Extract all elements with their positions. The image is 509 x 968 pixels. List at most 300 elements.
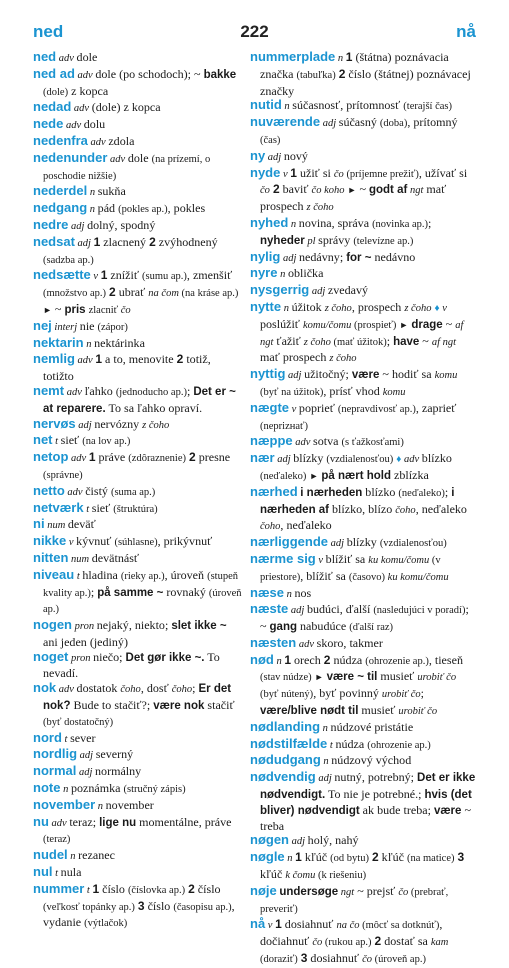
definition-text: nos — [294, 585, 312, 600]
grammar-label: adj — [280, 252, 300, 264]
usage-note: (na kráse ap.) — [181, 288, 239, 300]
definition-text: sukňa — [97, 184, 126, 199]
headword: noget — [33, 648, 69, 664]
phrase-marker-icon: ► — [314, 672, 324, 683]
definition-text: nejaký, niekto; — [96, 618, 172, 633]
dictionary-entry — [250, 753, 476, 770]
italic-note: kam — [430, 937, 449, 949]
grammar-label: adj — [68, 220, 88, 232]
dictionary-entry — [250, 770, 476, 833]
headword: nutid — [250, 97, 282, 113]
dictionary-entry — [250, 884, 476, 918]
grammar-label: adv — [56, 684, 77, 696]
grammar-label: t — [84, 884, 93, 896]
sense-number: 2 — [149, 234, 156, 249]
usage-note: (čas) — [260, 134, 281, 146]
headword: nærhed — [250, 483, 298, 499]
headword: nu — [33, 813, 49, 829]
dictionary-entry — [33, 100, 243, 117]
grammar-label: v — [265, 920, 276, 932]
definition-text: zvýhodnený — [155, 234, 218, 249]
usage-note: (úroveň ap.) — [372, 954, 426, 966]
dictionary-entry — [33, 417, 243, 434]
dictionary-entry — [33, 352, 243, 384]
phrase: Det er ikke nødvendigt. — [260, 772, 476, 802]
definition-text: stačiť — [204, 698, 235, 713]
dictionary-entry — [33, 336, 243, 353]
dictionary-entry — [33, 764, 243, 781]
dictionary-entry — [250, 552, 476, 586]
usage-note: (terajší čas) — [403, 101, 452, 113]
definition-text: zlacnený — [100, 234, 150, 249]
right-guide-word: nå — [456, 22, 476, 41]
headword: nuværende — [250, 114, 321, 130]
dictionary-entry — [33, 882, 243, 932]
usage-note: (množstvo ap.) — [43, 288, 106, 300]
phrase: være — [433, 804, 462, 817]
headword: nul — [33, 864, 53, 880]
definition-text: , prítomný — [407, 115, 458, 130]
dictionary-entry — [250, 833, 476, 850]
grammar-label: adj — [328, 538, 347, 550]
usage-note: zlacniť — [88, 304, 121, 316]
italic-note: čoho — [395, 504, 416, 516]
grammar-label: v — [315, 554, 326, 566]
headword: nord — [33, 729, 62, 745]
definition-text: november — [105, 797, 154, 812]
dictionary-entry — [33, 865, 243, 882]
definition-text: poznámka — [70, 781, 124, 796]
definition-text: (štátna) poznávacia značka — [260, 50, 449, 81]
dictionary-entry — [33, 50, 243, 67]
definition-text: , dočiahnuť — [260, 917, 443, 949]
definition-text: a to, menovite — [102, 352, 177, 367]
headword: net — [33, 432, 53, 448]
usage-note: (dole) — [43, 86, 69, 98]
grammar-label: v — [280, 168, 291, 180]
sense-number: 2 — [109, 285, 116, 300]
dictionary-entry — [250, 451, 476, 485]
definition-text: nedávny; — [299, 249, 347, 264]
definition-text: ; — [186, 383, 194, 398]
usage-note: (stupeň kvality ap.) — [43, 570, 238, 599]
dictionary-entry — [250, 917, 476, 967]
page-header — [0, 0, 509, 44]
definition-text: sotva — [313, 434, 342, 449]
italic-note: z čoho — [306, 202, 334, 214]
italic-note: čo — [260, 185, 270, 197]
dictionary-entry — [33, 433, 243, 450]
phrase: være/blive nødt til — [260, 705, 359, 718]
sense-number: 1 — [92, 881, 100, 896]
headword: nå — [250, 916, 266, 932]
definition-text: , prospech — [351, 299, 405, 314]
headword: nær — [250, 450, 275, 466]
grammar-label: n — [320, 722, 331, 734]
headword: nej — [33, 317, 52, 333]
italic-note: k čomu — [285, 870, 316, 882]
sense-number: 2 — [371, 850, 379, 865]
headword: nyre — [250, 265, 278, 281]
dictionary-entry — [33, 534, 243, 551]
grammar-label: interj — [51, 321, 80, 333]
definition-text: rezanec — [78, 848, 115, 863]
definition-text: totiž, totižto — [43, 352, 211, 384]
grammar-label: n — [83, 338, 95, 350]
headword: note — [33, 780, 61, 796]
grammar-label: v — [66, 537, 77, 549]
dictionary-entry — [33, 815, 243, 849]
definition-text: , tieseň — [428, 652, 463, 667]
grammar-label: adv — [48, 817, 70, 829]
headword: nødudgang — [250, 752, 321, 768]
grammar-label: adv — [87, 136, 109, 148]
grammar-label: n — [320, 756, 332, 768]
italic-note: z čoho — [142, 419, 170, 431]
headword: nervøs — [33, 415, 76, 431]
definition-text: , vydanie — [43, 898, 235, 930]
definition-text: To nie je potrebné.; — [325, 787, 425, 802]
usage-note: (úroveň ap.) — [43, 587, 242, 616]
grammar-label: adj — [274, 454, 294, 466]
italic-note: ku komu/čomu — [385, 571, 449, 583]
definition-text: užitočný; — [304, 367, 352, 382]
dictionary-entry — [33, 134, 243, 151]
definition-text: kľúč — [378, 850, 407, 865]
page-number: 222 — [240, 22, 269, 41]
definition-text: kľúč — [301, 850, 331, 865]
headword: næse — [250, 584, 284, 600]
italic-note: pl — [304, 235, 319, 247]
italic-note: komu — [382, 386, 406, 398]
italic-note: urobiť čo — [417, 672, 457, 684]
dictionary-entry — [33, 650, 243, 682]
italic-note: z čoho — [303, 336, 331, 348]
dictionary-entry — [250, 216, 476, 250]
definition-text: pád — [97, 201, 119, 216]
dictionary-entry — [33, 235, 243, 269]
headword: nedre — [33, 216, 69, 232]
headword: nederdel — [33, 183, 88, 199]
headword: nummerplade — [250, 49, 336, 64]
grammar-label: n — [283, 588, 295, 600]
definition-text: teraz; — [69, 814, 100, 829]
dictionary-entry — [33, 618, 243, 650]
dictionary-entry — [33, 117, 243, 134]
dictionary-entry — [250, 115, 476, 149]
dictionary-entry — [250, 50, 476, 98]
sense-number: 1 — [88, 450, 96, 465]
definition-text: (dole) z kopca — [91, 100, 161, 115]
sense-number: 1 — [93, 234, 101, 249]
sense-number: 1 — [295, 850, 302, 865]
phrase: for ~ — [346, 251, 372, 264]
definition-text: zdola — [108, 133, 135, 148]
definition-text: ťažiť — [273, 333, 304, 348]
usage-note: (nepravdivosť ap.) — [337, 403, 416, 415]
definition-text: niečo; — [93, 649, 126, 664]
dictionary-entry — [33, 67, 243, 101]
phrase-marker-icon: ► — [309, 470, 319, 481]
usage-note: (s ťažkosťami) — [341, 437, 404, 449]
headword: nok — [33, 680, 57, 696]
italic-note: čoho — [260, 521, 281, 533]
definition-text: dolu — [83, 117, 106, 132]
definition-text: sieť — [91, 500, 114, 515]
definition-text: sieť — [60, 433, 83, 448]
headword: nødlanding — [250, 718, 321, 734]
definition-text: Bude to stačiť?; — [70, 698, 154, 713]
grammar-label: adv — [64, 386, 85, 398]
headword: nysgerrig — [250, 282, 310, 298]
usage-note: (správne) — [43, 469, 83, 481]
headword: nedsætte — [33, 267, 91, 283]
headword: nordlig — [33, 746, 78, 762]
dictionary-entry — [250, 98, 476, 115]
dictionary-entry — [250, 586, 476, 603]
usage-note: (na prízemí, o poschodie nižšie) — [43, 153, 211, 182]
grammar-label: adj — [320, 118, 339, 130]
usage-note: (mať úžitok) — [330, 336, 387, 348]
sense-number: 2 — [189, 450, 196, 465]
usage-note: (časopisu ap.) — [173, 901, 232, 913]
dictionary-entry — [33, 798, 243, 815]
sense-number: 3 — [300, 951, 308, 966]
sense-number: 2 — [188, 881, 195, 896]
usage-note: (stav núdze) — [260, 672, 312, 684]
grammar-label: n — [335, 53, 346, 64]
dictionary-entry — [250, 653, 476, 720]
italic-note: čoho — [171, 684, 193, 696]
headword: nyde — [250, 164, 281, 180]
definition-text: blízko, blízo — [329, 501, 396, 516]
definition-text: číslo (štátnej) poznávacej značky — [260, 66, 471, 98]
dictionary-entry — [33, 450, 243, 484]
definition-text: ani jeden (jediný) — [43, 634, 128, 649]
grammar-label: v — [289, 403, 299, 415]
italic-note: čo koho — [311, 185, 345, 197]
sense-number: 1 — [100, 268, 108, 283]
dictionary-entry — [250, 720, 476, 737]
grammar-label: n — [288, 218, 299, 230]
dictionary-entry — [250, 850, 476, 884]
italic-note: čo — [312, 937, 323, 949]
grammar-label: t — [327, 739, 336, 751]
definition-text: ~ — [442, 316, 456, 331]
grammar-label: n — [284, 853, 296, 865]
grammar-label: n — [87, 204, 98, 216]
definition-text: súčasný — [338, 115, 380, 130]
definition-text: , neďaleko — [415, 501, 467, 516]
grammar-label: t — [52, 868, 61, 880]
definition-text: zvedavý — [327, 283, 369, 298]
headword: november — [33, 796, 96, 812]
grammar-label: v — [90, 271, 101, 283]
definition-text: hladina — [82, 567, 121, 582]
usage-note: (prospieť) — [351, 319, 397, 331]
phrase: pris — [64, 303, 86, 316]
definition-text: , prísť vhod — [323, 383, 383, 398]
definition-text: nabudúce — [297, 619, 350, 634]
definition-text: práve — [95, 450, 129, 465]
usage-note: (teraz) — [43, 834, 71, 846]
dictionary-entry — [33, 731, 243, 748]
headword: normal — [33, 763, 77, 779]
dictionary-entry — [250, 166, 476, 216]
italic-note: ku komu/čomu — [368, 554, 430, 566]
definition-text: blízko — [362, 484, 399, 499]
definition-text: , neďaleko — [280, 518, 332, 533]
usage-note: (neprizнať) — [260, 420, 308, 432]
definition-text: , blížiť sa — [300, 568, 349, 583]
grammar-label: t — [74, 570, 83, 582]
definition-text: dole — [76, 50, 98, 64]
definition-text: , úroveň — [164, 567, 208, 582]
headword: ni — [33, 516, 45, 532]
definition-text: dostať sa — [381, 934, 431, 949]
grammar-label: adj — [289, 836, 308, 848]
definition-text: zblízka — [391, 467, 429, 482]
definition-text: severný — [95, 747, 134, 762]
headword: nikke — [33, 533, 67, 549]
grammar-label: n — [281, 302, 292, 314]
usage-note: (vzdialenosťou) — [326, 454, 394, 466]
italic-note: af ngt — [431, 336, 457, 348]
definition-text: číslo — [144, 898, 174, 913]
definition-text: normálny — [95, 764, 142, 779]
grammar-label: adj — [265, 151, 284, 163]
definition-text: ; — [420, 686, 424, 701]
usage-note: (číslovka ap.) — [127, 884, 186, 896]
definition-text: ; — [386, 333, 394, 348]
dictionary-entry — [33, 681, 243, 730]
phrase: i nærheden — [300, 486, 363, 499]
definition-text: dole — [127, 150, 152, 165]
grammar-label: adv — [56, 53, 77, 64]
sense-number: 2 — [176, 352, 184, 367]
headword: nøje — [250, 882, 277, 898]
definition-text: ~ — [419, 333, 432, 348]
definition-text: dosiahnuť — [281, 917, 337, 932]
grammar-label: adv — [401, 454, 422, 466]
definition-text: nový — [283, 148, 308, 163]
dictionary-entry — [33, 384, 243, 417]
phrase: bakke — [203, 68, 237, 81]
dictionary-entry — [250, 300, 476, 367]
headword: nægte — [250, 399, 289, 415]
italic-note: na čom — [148, 288, 182, 300]
dictionary-entry — [33, 319, 243, 336]
phrase: være nok — [153, 700, 205, 713]
phrase: være ~ til — [326, 671, 378, 684]
grammar-label: t — [61, 733, 71, 745]
usage-note: (jednoducho ap.) — [115, 386, 187, 398]
definition-text: , zmenšiť — [186, 268, 233, 283]
dictionary-entry — [33, 484, 243, 501]
usage-note: (súhlasne) — [114, 537, 158, 549]
usage-note: (novinka ap.) — [372, 218, 429, 230]
usage-note: (zdôraznenie) — [128, 453, 186, 465]
dictionary-entry — [33, 568, 243, 618]
usage-note: (štruktúra) — [113, 503, 158, 515]
grammar-label: pron — [72, 621, 97, 633]
definition-text: úžitok — [291, 299, 325, 314]
italic-note: komu — [434, 370, 458, 382]
phrase: slet ikke ~ — [171, 620, 227, 633]
sense-number: 2 — [323, 652, 331, 667]
italic-note: na čo — [336, 920, 360, 932]
usage-note: (príjemne prežiť) — [343, 168, 419, 180]
usage-note: (sadzba ap.) — [43, 254, 94, 266]
phrase: gang — [269, 621, 298, 634]
italic-note: čo — [333, 168, 344, 180]
headword: nummer — [33, 880, 85, 896]
definition-text: ~ hodiť sa — [379, 367, 435, 382]
dictionary-entry — [250, 149, 476, 166]
definition-text: orech — [291, 652, 324, 667]
dictionary-entry — [33, 268, 243, 318]
definition-text: z kopca — [68, 83, 109, 98]
dictionary-entry — [33, 551, 243, 568]
definition-text: ~ — [356, 182, 369, 197]
italic-note: ngt — [338, 886, 355, 898]
phrase: i nærheden af — [260, 486, 455, 516]
phrase-marker-icon: ► — [399, 319, 409, 330]
dictionary-entry — [33, 151, 243, 185]
grammar-label: adv — [74, 355, 96, 367]
usage-note: (časovo) — [348, 571, 386, 583]
phrase: nyheder — [260, 234, 305, 247]
headword: nøgle — [250, 849, 285, 865]
dictionary-entry — [33, 218, 243, 235]
headword: nektarin — [33, 334, 84, 350]
definition-text: čistý — [85, 483, 111, 498]
definition-text: núdza — [335, 736, 368, 751]
headword: netop — [33, 449, 69, 465]
grammar-label: n — [60, 784, 71, 796]
definition-text: ~ prejsť — [354, 883, 399, 898]
headword: nøgen — [250, 832, 289, 848]
headword: nitten — [33, 549, 69, 565]
definition-text: ; — [444, 484, 452, 499]
headword: ny — [250, 147, 266, 163]
usage-note: (doba) — [379, 118, 408, 130]
headword: nyttig — [250, 366, 286, 382]
usage-note: (od bytu) — [330, 853, 369, 865]
definition-text: číslo — [194, 881, 221, 896]
headword: ned — [33, 49, 57, 64]
definition-text: núdza — [330, 652, 366, 667]
definition-text: budúci, ďalší — [306, 602, 374, 617]
headword: næppe — [250, 433, 293, 449]
grammar-label: adj — [315, 773, 335, 785]
definition-text: presne — [195, 450, 231, 465]
definition-text: , byť povinný — [313, 686, 382, 701]
grammar-label: n — [277, 269, 288, 281]
definition-text: sever — [70, 730, 96, 745]
pos-change-icon: ♦ — [396, 454, 402, 466]
grammar-label: n — [87, 187, 98, 199]
usage-note: (na matice) — [406, 853, 455, 865]
grammar-label: adv — [71, 103, 92, 115]
headword: nedenfra — [33, 132, 88, 148]
dictionary-entry — [33, 184, 243, 201]
definition-text: To nevadí. — [43, 649, 220, 681]
left-guide-word: ned — [33, 22, 64, 41]
headword: nede — [33, 116, 64, 132]
definition-text: rovnaký — [163, 584, 209, 599]
headword: nød — [250, 651, 274, 667]
